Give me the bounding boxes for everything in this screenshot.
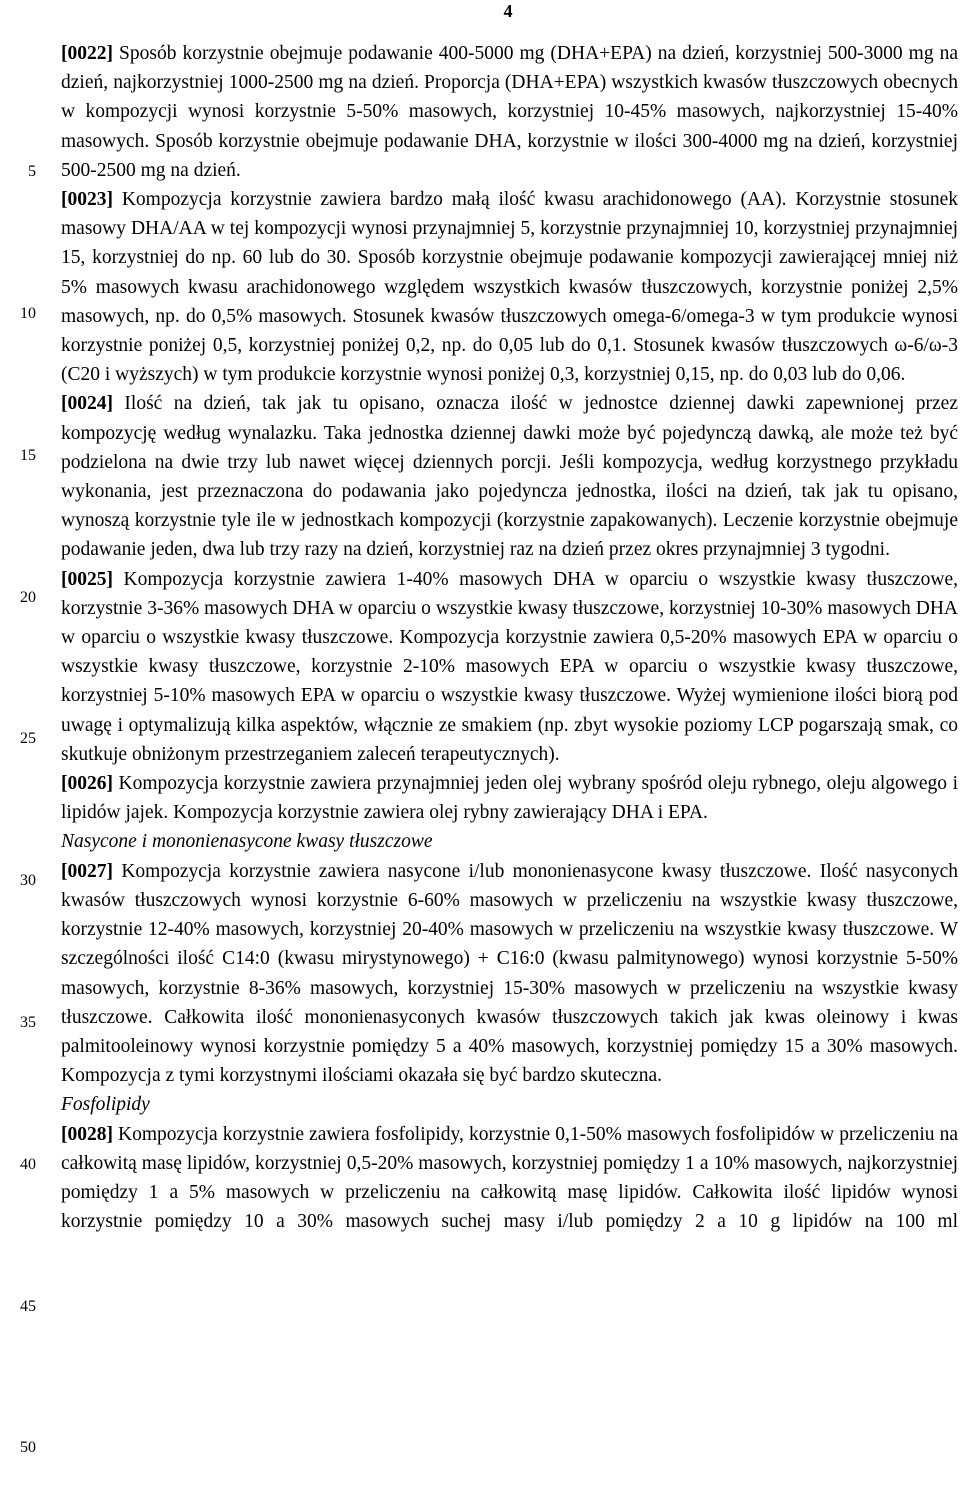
paragraph-0026 bbox=[61, 769, 958, 827]
line-number: 35 bbox=[20, 1014, 36, 1031]
paragraph-0024 bbox=[61, 389, 958, 564]
line-number: 45 bbox=[20, 1298, 36, 1315]
line-number: 30 bbox=[20, 872, 36, 889]
paragraph-text: Ilość na dzień, tak jak tu opisano, oznacza ilość w jednostce dziennej dawki zapewnionej przez kompozycję według wynalazku. Taka jednostka dziennej dawki może być pojedynczą dawką, ale może też być podzielona na dwie trzy lub nawet więcej dziennych porcji. Jeśli kompozycja, według korzystnego przykładu wykonania, jest przeznaczona do podawania jako pojedyncza jednostka, ilości na dzień, tak jak tu opisano, wynoszą korzystnie tyle ile w jednostkach kompozycji (korzystnie zapakowanych). Leczenie korzystnie obejmuje podawanie jeden, dwa lub trzy razy na dzień, korzystniej raz na dzień przez okres przynajmniej 3 tygodni. bbox=[61, 393, 958, 561]
paragraph-text: Kompozycja korzystnie zawiera nasycone i/lub mononienasycone kwasy tłuszczowe. Ilość nasyconych kwasów tłuszczowych wynosi korzystnie 6-60% masowych w przeliczeniu na wszystkie kwasy tłuszczowe, korzystnie 12-40% masowych, korzystniej 20-40% masowych w przeliczeniu na wszystkie kwasy tłuszczowe. W szczególności ilość C14:0 (kwasu mirystynowego) + C16:0 (kwasu palmitynowego) wynosi korzystnie 5-50% masowych, korzystnie 8-36% masowych, korzystniej 15-30% masowych w przeliczeniu na wszystkie kwasy tłuszczowe. Całkowita ilość mononienasyconych kwasów tłuszczowych takich jak kwas oleinowy i kwas palmitooleinowy wynosi korzystnie pomiędzy 5 a 40% masowych, korzystniej pomiędzy 15 a 30% masowych. Kompozycja z tymi korzystnymi ilościami okazała się być bardzo skuteczna. bbox=[61, 860, 958, 1087]
paragraph-ref: [0025] bbox=[61, 568, 113, 590]
line-number: 10 bbox=[20, 305, 36, 322]
paragraph-0028 bbox=[61, 1120, 958, 1237]
paragraph-text: Sposób korzystnie obejmuje podawanie 400-5000 mg (DHA+EPA) na dzień, korzystniej 500-3000 mg na dzień, najkorzystniej 1000-2500 mg na dzień. Proporcja (DHA+EPA) wszystkich kwasów tłuszczowych obecnych w kompozycji wynosi korzystnie 5-50% masowych, korzystniej 10-45% masowych, najkorzystniej 15-40% masowych. Sposób korzystnie obejmuje podawanie DHA, korzystnie w ilości 300-4000 mg na dzień, korzystniej 500-2500 mg na dzień. bbox=[61, 43, 958, 181]
paragraph-ref: [0028] bbox=[61, 1123, 113, 1145]
paragraph-text: Kompozycja korzystnie zawiera fosfolipidy, korzystnie 0,1-50% masowych fosfolipidów w przeliczeniu na całkowitą masę lipidów, korzystniej 0,5-20% masowych, korzystniej pomiędzy 1 a 10% masowych, najkorzystniej pomiędzy 1 a 5% masowych w przeliczeniu na całkowitą masę lipidów. Całkowita ilość lipidów wynosi korzystnie pomiędzy 10 a 30% masowych suchej masy i/lub pomiędzy 2 a 10 g lipidów na 100 ml bbox=[61, 1123, 958, 1233]
section-heading: Nasycone i mononienasycone kwasy tłuszczowe bbox=[61, 831, 433, 853]
paragraph-text: Kompozycja korzystnie zawiera 1-40% masowych DHA w oparciu o wszystkie kwasy tłuszczowe, korzystnie 3-36% masowych DHA w oparciu o wszystkie kwasy tłuszczowe, korzystniej 10-30% masowych DHA w oparciu o wszystkie kwasy tłuszczowe. Kompozycja korzystnie zawiera 0,5-20% masowych EPA w oparciu o wszystkie kwasy tłuszczowe, korzystnie 2-10% masowych EPA w oparciu o wszystkie kwasy tłuszczowe, korzystniej 5-10% masowych EPA w oparciu o wszystkie kwasy tłuszczowe. Wyżej wymienione ilości biorą pod uwagę i optymalizują kilka aspektów, włącznie ze smakiem (np. zbyt wysokie poziomy LCP pogarszają smak, co skutkuje obniżonym przestrzeganiem zaleceń terapeutycznych). bbox=[61, 568, 958, 765]
paragraph-0023 bbox=[61, 185, 958, 389]
paragraph-text: Kompozycja korzystnie zawiera przynajmniej jeden olej wybrany spośród oleju rybnego, oleju algowego i lipidów jajek. Kompozycja korzystnie zawiera olej rybny zawierający DHA i EPA. bbox=[61, 773, 958, 824]
document-body bbox=[61, 39, 958, 1236]
paragraph-ref: [0027] bbox=[61, 860, 113, 882]
paragraph-0022 bbox=[61, 39, 958, 185]
paragraph-ref: [0022] bbox=[61, 43, 113, 64]
section-heading: Fosfolipidy bbox=[61, 1094, 150, 1116]
line-number: 15 bbox=[20, 447, 36, 464]
line-number: 20 bbox=[20, 589, 36, 606]
paragraph-text: Kompozycja korzystnie zawiera bardzo małą ilość kwasu arachidonowego (AA). Korzystnie stosunek masowy DHA/AA w tej kompozycji wynosi przynajmniej 5, korzystnie przynajmniej 10, korzystniej przynajmniej 15, korzystniej do np. 60 lub do 30. Sposób korzystnie obejmuje podawanie kompozycji zawierającej mniej niż 5% masowych kwasu arachidonowego względem wszystkich kwasów tłuszczowych, korzystnie poniżej 2,5% masowych, np. do 0,5% masowych. Stosunek kwasów tłuszczowych omega-6/omega-3 w tym produkcie wynosi korzystnie poniżej 0,5, korzystniej poniżej 0,2, np. do 0,05 lub do 0,1. Stosunek kwasów tłuszczowych ω-6/ω-3 (C20 i wyższych) w tym produkcie korzystnie wynosi poniżej 0,3, korzystniej 0,15, np. do 0,03 lub do 0,06. bbox=[61, 189, 958, 386]
line-number: 25 bbox=[20, 730, 36, 747]
line-number: 40 bbox=[20, 1156, 36, 1173]
paragraph-ref: [0024] bbox=[61, 393, 113, 415]
paragraph-ref: [0026] bbox=[61, 773, 113, 795]
line-number: 5 bbox=[28, 163, 36, 180]
line-number-margin bbox=[0, 0, 36, 1511]
paragraph-0025 bbox=[61, 565, 958, 769]
page-number: 4 bbox=[503, 1, 513, 21]
paragraph-0027 bbox=[61, 857, 958, 1091]
line-number: 50 bbox=[20, 1439, 36, 1456]
paragraph-ref: [0023] bbox=[61, 189, 113, 211]
